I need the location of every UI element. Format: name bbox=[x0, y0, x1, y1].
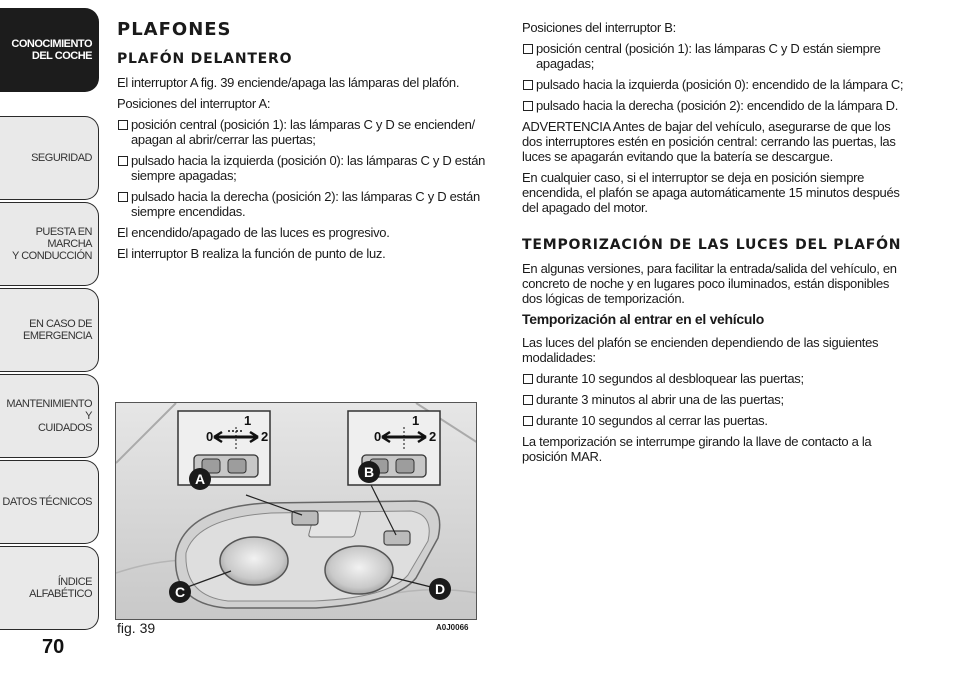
tab-label: CONOCIMIENTO DEL COCHE bbox=[11, 38, 92, 62]
list-item: pulsado hacia la izquierda (posición 0): las lámparas C y D están siempre apagadas; bbox=[117, 153, 487, 183]
ceiling-light-illustration bbox=[116, 403, 477, 620]
paragraph: Posiciones del interruptor B: bbox=[522, 20, 676, 35]
position-1-label: 1 bbox=[244, 413, 252, 428]
subsection-title: Temporización al entrar en el vehículo bbox=[522, 311, 764, 327]
list-item: posición central (posición 1): las lámparas C y D están siempre apagadas; bbox=[522, 41, 912, 71]
paragraph: El interruptor B realiza la función de punto de luz. bbox=[117, 246, 386, 261]
list-item: durante 10 segundos al cerrar las puertas. bbox=[522, 413, 912, 428]
list-item: pulsado hacia la izquierda (posición 0): encendido de la lámpara C; bbox=[522, 77, 912, 92]
tab-indice-alfabetico[interactable] bbox=[0, 546, 99, 630]
tab-datos-tecnicos[interactable] bbox=[0, 460, 99, 544]
tab-label: MANTENIMIENTO Y CUIDADOS bbox=[6, 398, 92, 434]
paragraph: Las luces del plafón se encienden dependiendo de las siguientes modalidades: bbox=[522, 335, 879, 365]
callout-d bbox=[429, 578, 451, 600]
tab-label: EN CASO DE EMERGENCIA bbox=[23, 318, 92, 342]
paragraph: En cualquier caso, si el interruptor se deja en posición siempre encendida, el plafón se apaga automáticamente 15 minutos después del apagado del motor. bbox=[522, 170, 900, 215]
bullet-list bbox=[522, 371, 912, 428]
list-item: pulsado hacia la derecha (posición 2): encendido de la lámpara D. bbox=[522, 98, 912, 113]
paragraph: En algunas versiones, para facilitar la entrada/salida del vehículo, en concreto de noche y en lugares poco iluminados, están disponibles dos lógicas de temporización. bbox=[522, 261, 897, 306]
callout-d-label: D bbox=[434, 581, 446, 597]
ceiling-light-figure bbox=[115, 402, 477, 620]
tab-puesta-en-marcha[interactable] bbox=[0, 202, 99, 286]
tab-label: DATOS TÉCNICOS bbox=[2, 496, 92, 508]
tab-mantenimiento[interactable] bbox=[0, 374, 99, 458]
chapter-sidebar bbox=[0, 0, 100, 686]
tab-label: SEGURIDAD bbox=[31, 152, 92, 164]
figure-code: A0J0066 bbox=[436, 623, 469, 632]
section-title-2: TEMPORIZACIÓN DE LAS LUCES DEL PLAFÓN bbox=[522, 237, 902, 253]
list-item: durante 10 segundos al desbloquear las puertas; bbox=[522, 371, 912, 386]
position-2-label: 2 bbox=[429, 429, 437, 444]
callout-a bbox=[189, 468, 211, 490]
list-item: durante 3 minutos al abrir una de las puertas; bbox=[522, 392, 912, 407]
callout-c bbox=[169, 581, 191, 603]
left-column bbox=[117, 19, 487, 267]
list-item: pulsado hacia la derecha (posición 2): las lámparas C y D están siempre encendidas. bbox=[117, 189, 487, 219]
callout-b-label: B bbox=[363, 464, 375, 480]
tab-label: ÍNDICE ALFABÉTICO bbox=[29, 576, 92, 600]
figure-caption: fig. 39 bbox=[117, 620, 156, 636]
paragraph: Posiciones del interruptor A: bbox=[117, 96, 271, 111]
paragraph: El interruptor A fig. 39 enciende/apaga las lámparas del plafón. bbox=[117, 75, 460, 90]
callout-b bbox=[358, 461, 380, 483]
position-2-label: 2 bbox=[261, 429, 269, 444]
callout-a-label: A bbox=[194, 471, 206, 487]
position-0-label: 0 bbox=[206, 429, 214, 444]
bullet-list bbox=[117, 117, 487, 219]
warning-paragraph: ADVERTENCIA Antes de bajar del vehículo, asegurarse de que los dos interruptores estén en posición central: cerrando las puertas, las luces se apagarán evitando que la batería se descargue. bbox=[522, 119, 896, 164]
paragraph: La temporización se interrumpe girando la llave de contacto a la posición MAR. bbox=[522, 434, 872, 464]
list-item: posición central (posición 1): las lámparas C y D se encienden/ apagan al abrir/cerrar las puertas; bbox=[117, 117, 487, 147]
bullet-list bbox=[522, 41, 912, 113]
section-subtitle: PLAFÓN DELANTERO bbox=[117, 51, 293, 67]
right-column bbox=[522, 20, 912, 470]
section-title: PLAFONES bbox=[117, 19, 232, 40]
paragraph: El encendido/apagado de las luces es progresivo. bbox=[117, 225, 390, 240]
tab-seguridad[interactable] bbox=[0, 116, 99, 200]
callout-c-label: C bbox=[174, 584, 186, 600]
position-1-label: 1 bbox=[412, 413, 420, 428]
page-number: 70 bbox=[42, 636, 65, 658]
tab-conocimiento-del-coche[interactable] bbox=[0, 8, 99, 92]
position-0-label: 0 bbox=[374, 429, 382, 444]
tab-en-caso-de-emergencia[interactable] bbox=[0, 288, 99, 372]
tab-label: PUESTA EN MARCHA Y CONDUCCIÓN bbox=[12, 226, 92, 262]
